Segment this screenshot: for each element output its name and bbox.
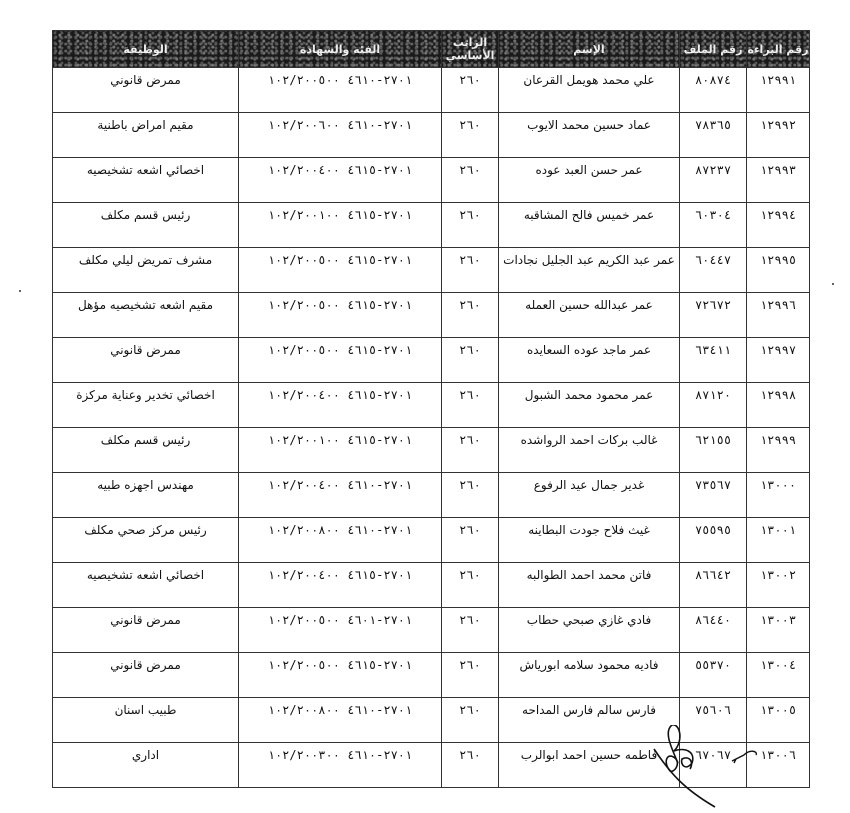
cell-job: رئيس مركز صحي مكلف — [53, 518, 239, 563]
cell-file-number: ٧٣٥٦٧ — [680, 473, 747, 518]
cell-grade: ٢٧٠١-٤٦١٥ ١٠٢/٢٠٠٥٠٠ — [239, 653, 442, 698]
cell-file-number: ٧٨٣٦٥ — [680, 113, 747, 158]
table-row — [53, 158, 810, 203]
cell-number: ١٢٩٩٤ — [747, 203, 810, 248]
header-grade: الفئة والشهادة — [239, 31, 442, 68]
cell-name: عمر عبد الكريم عبد الجليل نجادات — [499, 248, 680, 293]
cell-file-number: ٨٧٢٣٧ — [680, 158, 747, 203]
cell-number: ١٣٠٠٥ — [747, 698, 810, 743]
cell-number: ١٣٠٠٦ — [747, 743, 810, 788]
header-job: الوظيفة — [53, 31, 239, 68]
cell-name: عمر عبدالله حسين العمله — [499, 293, 680, 338]
cell-number: ١٢٩٩٦ — [747, 293, 810, 338]
cell-job: ممرض قانوني — [53, 68, 239, 113]
header-name: الإسم — [499, 31, 680, 68]
table-row — [53, 203, 810, 248]
cell-name: غالب بركات احمد الرواشده — [499, 428, 680, 473]
cell-salary: ٢٦٠ — [442, 158, 499, 203]
cell-job: اخصائي اشعه تشخيصيه — [53, 158, 239, 203]
cell-grade: ٢٧٠١-٤٦١٥ ١٠٢/٢٠٠٤٠٠ — [239, 383, 442, 428]
scan-speck — [832, 283, 834, 285]
cell-name: فادي غازي صبحي حطاب — [499, 608, 680, 653]
cell-job: ممرض قانوني — [53, 338, 239, 383]
cell-file-number: ٨٦٦٤٢ — [680, 563, 747, 608]
cell-file-number: ٦٣٤١١ — [680, 338, 747, 383]
cell-grade: ٢٧٠١-٤٦١٥ ١٠٢/٢٠٠١٠٠ — [239, 203, 442, 248]
cell-job: اخصائي تخدير وعناية مركزة — [53, 383, 239, 428]
table-row — [53, 113, 810, 158]
cell-salary: ٢٦٠ — [442, 518, 499, 563]
cell-grade: ٢٧٠١-٤٦١٥ ١٠٢/٢٠٠٥٠٠ — [239, 293, 442, 338]
cell-file-number: ٧٢٦٧٢ — [680, 293, 747, 338]
cell-grade: ٢٧٠١-٤٦١٥ ١٠٢/٢٠٠٤٠٠ — [239, 563, 442, 608]
cell-salary: ٢٦٠ — [442, 653, 499, 698]
table-body — [53, 68, 810, 788]
header-number: رقم البراءة — [747, 31, 810, 68]
cell-name: عماد حسين محمد الايوب — [499, 113, 680, 158]
cell-job: اداري — [53, 743, 239, 788]
table-row — [53, 653, 810, 698]
cell-number: ١٢٩٩٩ — [747, 428, 810, 473]
handwritten-signature — [640, 725, 780, 813]
cell-salary: ٢٦٠ — [442, 608, 499, 653]
cell-grade: ٢٧٠١-٤٦١٠ ١٠٢/٢٠٠٨٠٠ — [239, 698, 442, 743]
cell-grade: ٢٧٠١-٤٦٠١ ١٠٢/٢٠٠٥٠٠ — [239, 608, 442, 653]
cell-number: ١٣٠٠٢ — [747, 563, 810, 608]
cell-salary: ٢٦٠ — [442, 473, 499, 518]
cell-file-number: ٨٧١٢٠ — [680, 383, 747, 428]
cell-file-number: ٦٠٣٠٤ — [680, 203, 747, 248]
cell-job: طبيب اسنان — [53, 698, 239, 743]
cell-salary: ٢٦٠ — [442, 68, 499, 113]
cell-number: ١٢٩٩٧ — [747, 338, 810, 383]
cell-file-number: ٥٥٣٧٠ — [680, 653, 747, 698]
header-salary: الراتب الأساسي — [442, 31, 499, 68]
cell-name: فارس سالم فارس المداحه — [499, 698, 680, 743]
cell-file-number: ٦٧٠٦٧ — [680, 743, 747, 788]
cell-name: عمر ماجد عوده السعايده — [499, 338, 680, 383]
cell-number: ١٢٩٩٨ — [747, 383, 810, 428]
cell-job: اخصائي اشعه تشخيصيه — [53, 563, 239, 608]
cell-number: ١٢٩٩٥ — [747, 248, 810, 293]
cell-name: فاطمه حسين احمد ابوالرب — [499, 743, 680, 788]
cell-file-number: ٧٥٥٩٥ — [680, 518, 747, 563]
cell-number: ١٣٠٠٠ — [747, 473, 810, 518]
cell-name: عمر خميس فالح المشاقبه — [499, 203, 680, 248]
scan-speck — [19, 290, 21, 292]
cell-name: فاديه محمود سلامه ابورياش — [499, 653, 680, 698]
cell-grade: ٢٧٠١-٤٦١٠ ١٠٢/٢٠٠٤٠٠ — [239, 473, 442, 518]
cell-grade: ٢٧٠١-٤٦١٠ ١٠٢/٢٠٠٨٠٠ — [239, 518, 442, 563]
cell-file-number: ٧٥٦٠٦ — [680, 698, 747, 743]
cell-name: غدير جمال عيد الرفوع — [499, 473, 680, 518]
cell-grade: ٢٧٠١-٤٦١٠ ١٠٢/٢٠٠٣٠٠ — [239, 743, 442, 788]
cell-salary: ٢٦٠ — [442, 563, 499, 608]
cell-salary: ٢٦٠ — [442, 743, 499, 788]
cell-salary: ٢٦٠ — [442, 338, 499, 383]
cell-name: عمر حسن العبد عوده — [499, 158, 680, 203]
table-row — [53, 383, 810, 428]
cell-salary: ٢٦٠ — [442, 113, 499, 158]
cell-job: مهندس اجهزه طبيه — [53, 473, 239, 518]
cell-grade: ٢٧٠١-٤٦١٥ ١٠٢/٢٠٠١٠٠ — [239, 428, 442, 473]
cell-file-number: ٦٢١٥٥ — [680, 428, 747, 473]
cell-job: ممرض قانوني — [53, 653, 239, 698]
cell-salary: ٢٦٠ — [442, 248, 499, 293]
employee-roster-table — [52, 30, 810, 788]
cell-grade: ٢٧٠١-٤٦١٠ ١٠٢/٢٠٠٦٠٠ — [239, 113, 442, 158]
cell-job: رئيس قسم مكلف — [53, 203, 239, 248]
cell-salary: ٢٦٠ — [442, 428, 499, 473]
cell-number: ١٢٩٩٣ — [747, 158, 810, 203]
cell-number: ١٣٠٠٣ — [747, 608, 810, 653]
cell-number: ١٢٩٩٢ — [747, 113, 810, 158]
table-row — [53, 338, 810, 383]
cell-job: مشرف تمريض ليلي مكلف — [53, 248, 239, 293]
table-header-row — [53, 31, 810, 68]
cell-grade: ٢٧٠١-٤٦١٥ ١٠٢/٢٠٠٥٠٠ — [239, 338, 442, 383]
table-row — [53, 68, 810, 113]
cell-file-number: ٦٠٤٤٧ — [680, 248, 747, 293]
cell-file-number: ٨٠٨٧٤ — [680, 68, 747, 113]
table-row — [53, 563, 810, 608]
table-row — [53, 608, 810, 653]
table-row — [53, 428, 810, 473]
cell-job: ممرض قانوني — [53, 608, 239, 653]
cell-name: غيث فلاح جودت البطاينه — [499, 518, 680, 563]
cell-file-number: ٨٦٤٤٠ — [680, 608, 747, 653]
cell-name: فاتن محمد احمد الطوالبه — [499, 563, 680, 608]
cell-grade: ٢٧٠١-٤٦١٥ ١٠٢/٢٠٠٥٠٠ — [239, 248, 442, 293]
table-row — [53, 248, 810, 293]
cell-number: ١٢٩٩١ — [747, 68, 810, 113]
cell-job: مقيم اشعه تشخيصيه مؤهل — [53, 293, 239, 338]
cell-salary: ٢٦٠ — [442, 203, 499, 248]
cell-grade: ٢٧٠١-٤٦١٥ ١٠٢/٢٠٠٤٠٠ — [239, 158, 442, 203]
cell-job: رئيس قسم مكلف — [53, 428, 239, 473]
table-row — [53, 293, 810, 338]
table-row — [53, 518, 810, 563]
cell-number: ١٣٠٠١ — [747, 518, 810, 563]
cell-salary: ٢٦٠ — [442, 698, 499, 743]
cell-salary: ٢٦٠ — [442, 383, 499, 428]
cell-number: ١٣٠٠٤ — [747, 653, 810, 698]
cell-job: مقيم امراض باطنية — [53, 113, 239, 158]
cell-salary: ٢٦٠ — [442, 293, 499, 338]
table-row — [53, 473, 810, 518]
cell-name: علي محمد هويمل القرعان — [499, 68, 680, 113]
header-file: رقم الملف — [680, 31, 747, 68]
cell-grade: ٢٧٠١-٤٦١٠ ١٠٢/٢٠٠٥٠٠ — [239, 68, 442, 113]
cell-name: عمر محمود محمد الشبول — [499, 383, 680, 428]
